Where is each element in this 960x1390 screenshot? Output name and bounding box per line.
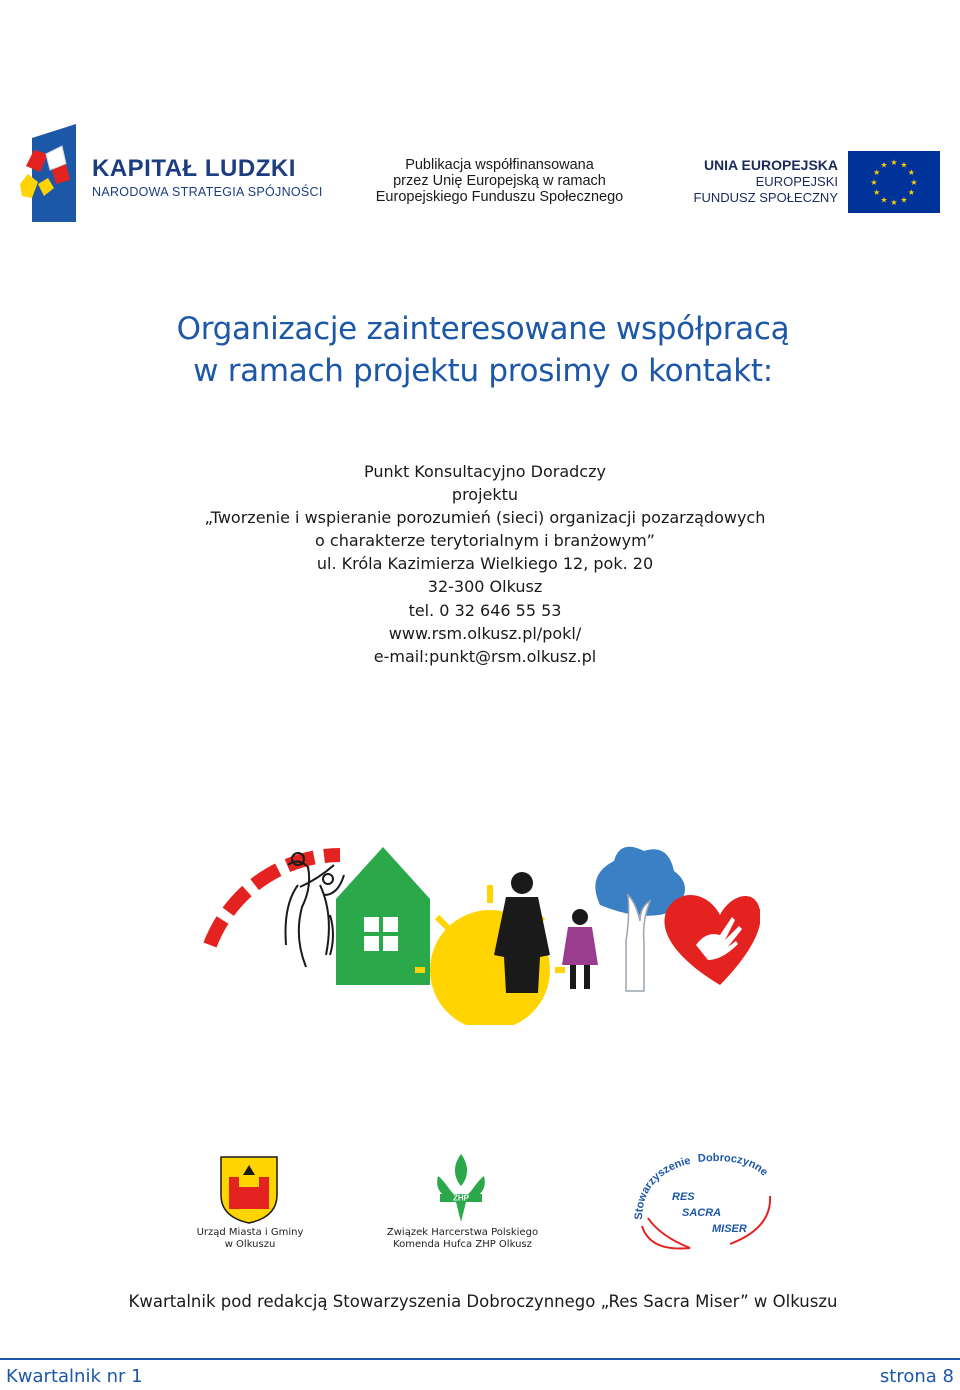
contact-phone: tel. 0 32 646 55 53	[408, 600, 562, 620]
svg-text:★: ★	[907, 168, 915, 177]
svg-text:★: ★	[870, 178, 878, 187]
rsm-name-miser: MISER	[712, 1223, 747, 1235]
svg-text:★: ★	[873, 188, 881, 197]
rsm-arc-right: Dobroczynne	[697, 1152, 771, 1179]
svg-text:★: ★	[910, 178, 918, 187]
kapital-ludzki-wordmark	[92, 156, 323, 199]
svg-text:★: ★	[900, 160, 908, 170]
publication-note	[372, 157, 627, 205]
zhp-caption-line: Komenda Hufca ZHP Olkusz	[393, 1239, 532, 1250]
publisher-note: Kwartalnik pod redakcją Stowarzyszenia Dobroczynnego „Res Sacra Miser” w Olkuszu	[128, 1292, 838, 1311]
contact-project-title-cont: o charakterze terytorialnym i branżowym”	[315, 531, 655, 551]
svg-text:★: ★	[880, 195, 888, 205]
community-illustration	[200, 825, 760, 1025]
eu-fund-label	[690, 157, 838, 206]
publication-note-line: Europejskiego Funduszu Społecznego	[375, 189, 624, 205]
svg-text:★: ★	[880, 160, 888, 170]
crest-caption-line: Urząd Miasta i Gminy	[196, 1227, 304, 1238]
rsm-name-sacra: SACRA	[682, 1207, 722, 1219]
svg-text:★: ★	[890, 158, 898, 167]
headline-line: w ramach projektu prosimy o kontakt:	[193, 353, 773, 389]
issue-label: Kwartalnik nr 1	[6, 1366, 143, 1387]
contact-email-link[interactable]: e-mail:punkt@rsm.olkusz.pl	[373, 646, 597, 666]
contact-office-name: Punkt Konsultacyjno Doradczy	[364, 462, 606, 481]
crest-caption	[190, 1227, 310, 1251]
res-sacra-miser-logo	[620, 1148, 780, 1258]
zhp-caption-line: Związek Harcerstwa Polskiego	[386, 1227, 539, 1238]
svg-text:★: ★	[900, 195, 908, 205]
contact-website-link[interactable]: www.rsm.olkusz.pl/pokl/	[388, 623, 582, 643]
olkusz-coat-of-arms-icon	[219, 1155, 279, 1225]
page-number: strona 8	[879, 1366, 954, 1387]
headline-line: Organizacje zainteresowane współpracą	[176, 311, 790, 347]
eu-line-2: EUROPEJSKI	[755, 174, 838, 189]
contact-project-title: „Tworzenie i wspieranie porozumień (sieci) organizacji pozarządowych	[204, 508, 766, 528]
eu-flag-icon	[848, 151, 940, 213]
rsm-name-res: RES	[672, 1191, 695, 1203]
page-headline	[0, 308, 960, 392]
zhp-scout-lily-icon	[432, 1152, 490, 1224]
contact-block	[80, 460, 890, 668]
crest-caption-line: w Olkuszu	[224, 1239, 276, 1250]
kapital-ludzki-title: KAPITAŁ LUDZKI	[92, 155, 296, 182]
publication-note-line: Publikacja współfinansowana	[405, 157, 594, 173]
zhp-caption	[385, 1227, 540, 1251]
green-house-icon	[336, 847, 430, 985]
contact-street: ul. Króla Kazimierza Wielkiego 12, pok. 20	[316, 554, 654, 574]
svg-text:★: ★	[907, 188, 915, 197]
publication-note-line: przez Unię Europejską w ramach	[393, 173, 606, 189]
contact-city: 32-300 Olkusz	[427, 577, 543, 597]
kapital-ludzki-logo-icon	[18, 124, 78, 224]
svg-text:★: ★	[873, 168, 881, 177]
red-arc-icon	[210, 855, 340, 945]
contact-project-label: projektu	[451, 485, 519, 505]
svg-text:★: ★	[890, 198, 898, 207]
eu-line-1: UNIA EUROPEJSKA	[703, 157, 838, 173]
footer-rule	[0, 1358, 960, 1390]
zhp-mark: ZHP	[453, 1193, 469, 1203]
red-heart-hand-icon	[664, 895, 760, 985]
eu-line-3: FUNDUSZ SPOŁECZNY	[693, 190, 838, 205]
rsm-arc-left: Stowarzyszenie	[632, 1154, 692, 1221]
kapital-ludzki-subtitle: NARODOWA STRATEGIA SPÓJNOŚCI	[92, 185, 323, 199]
